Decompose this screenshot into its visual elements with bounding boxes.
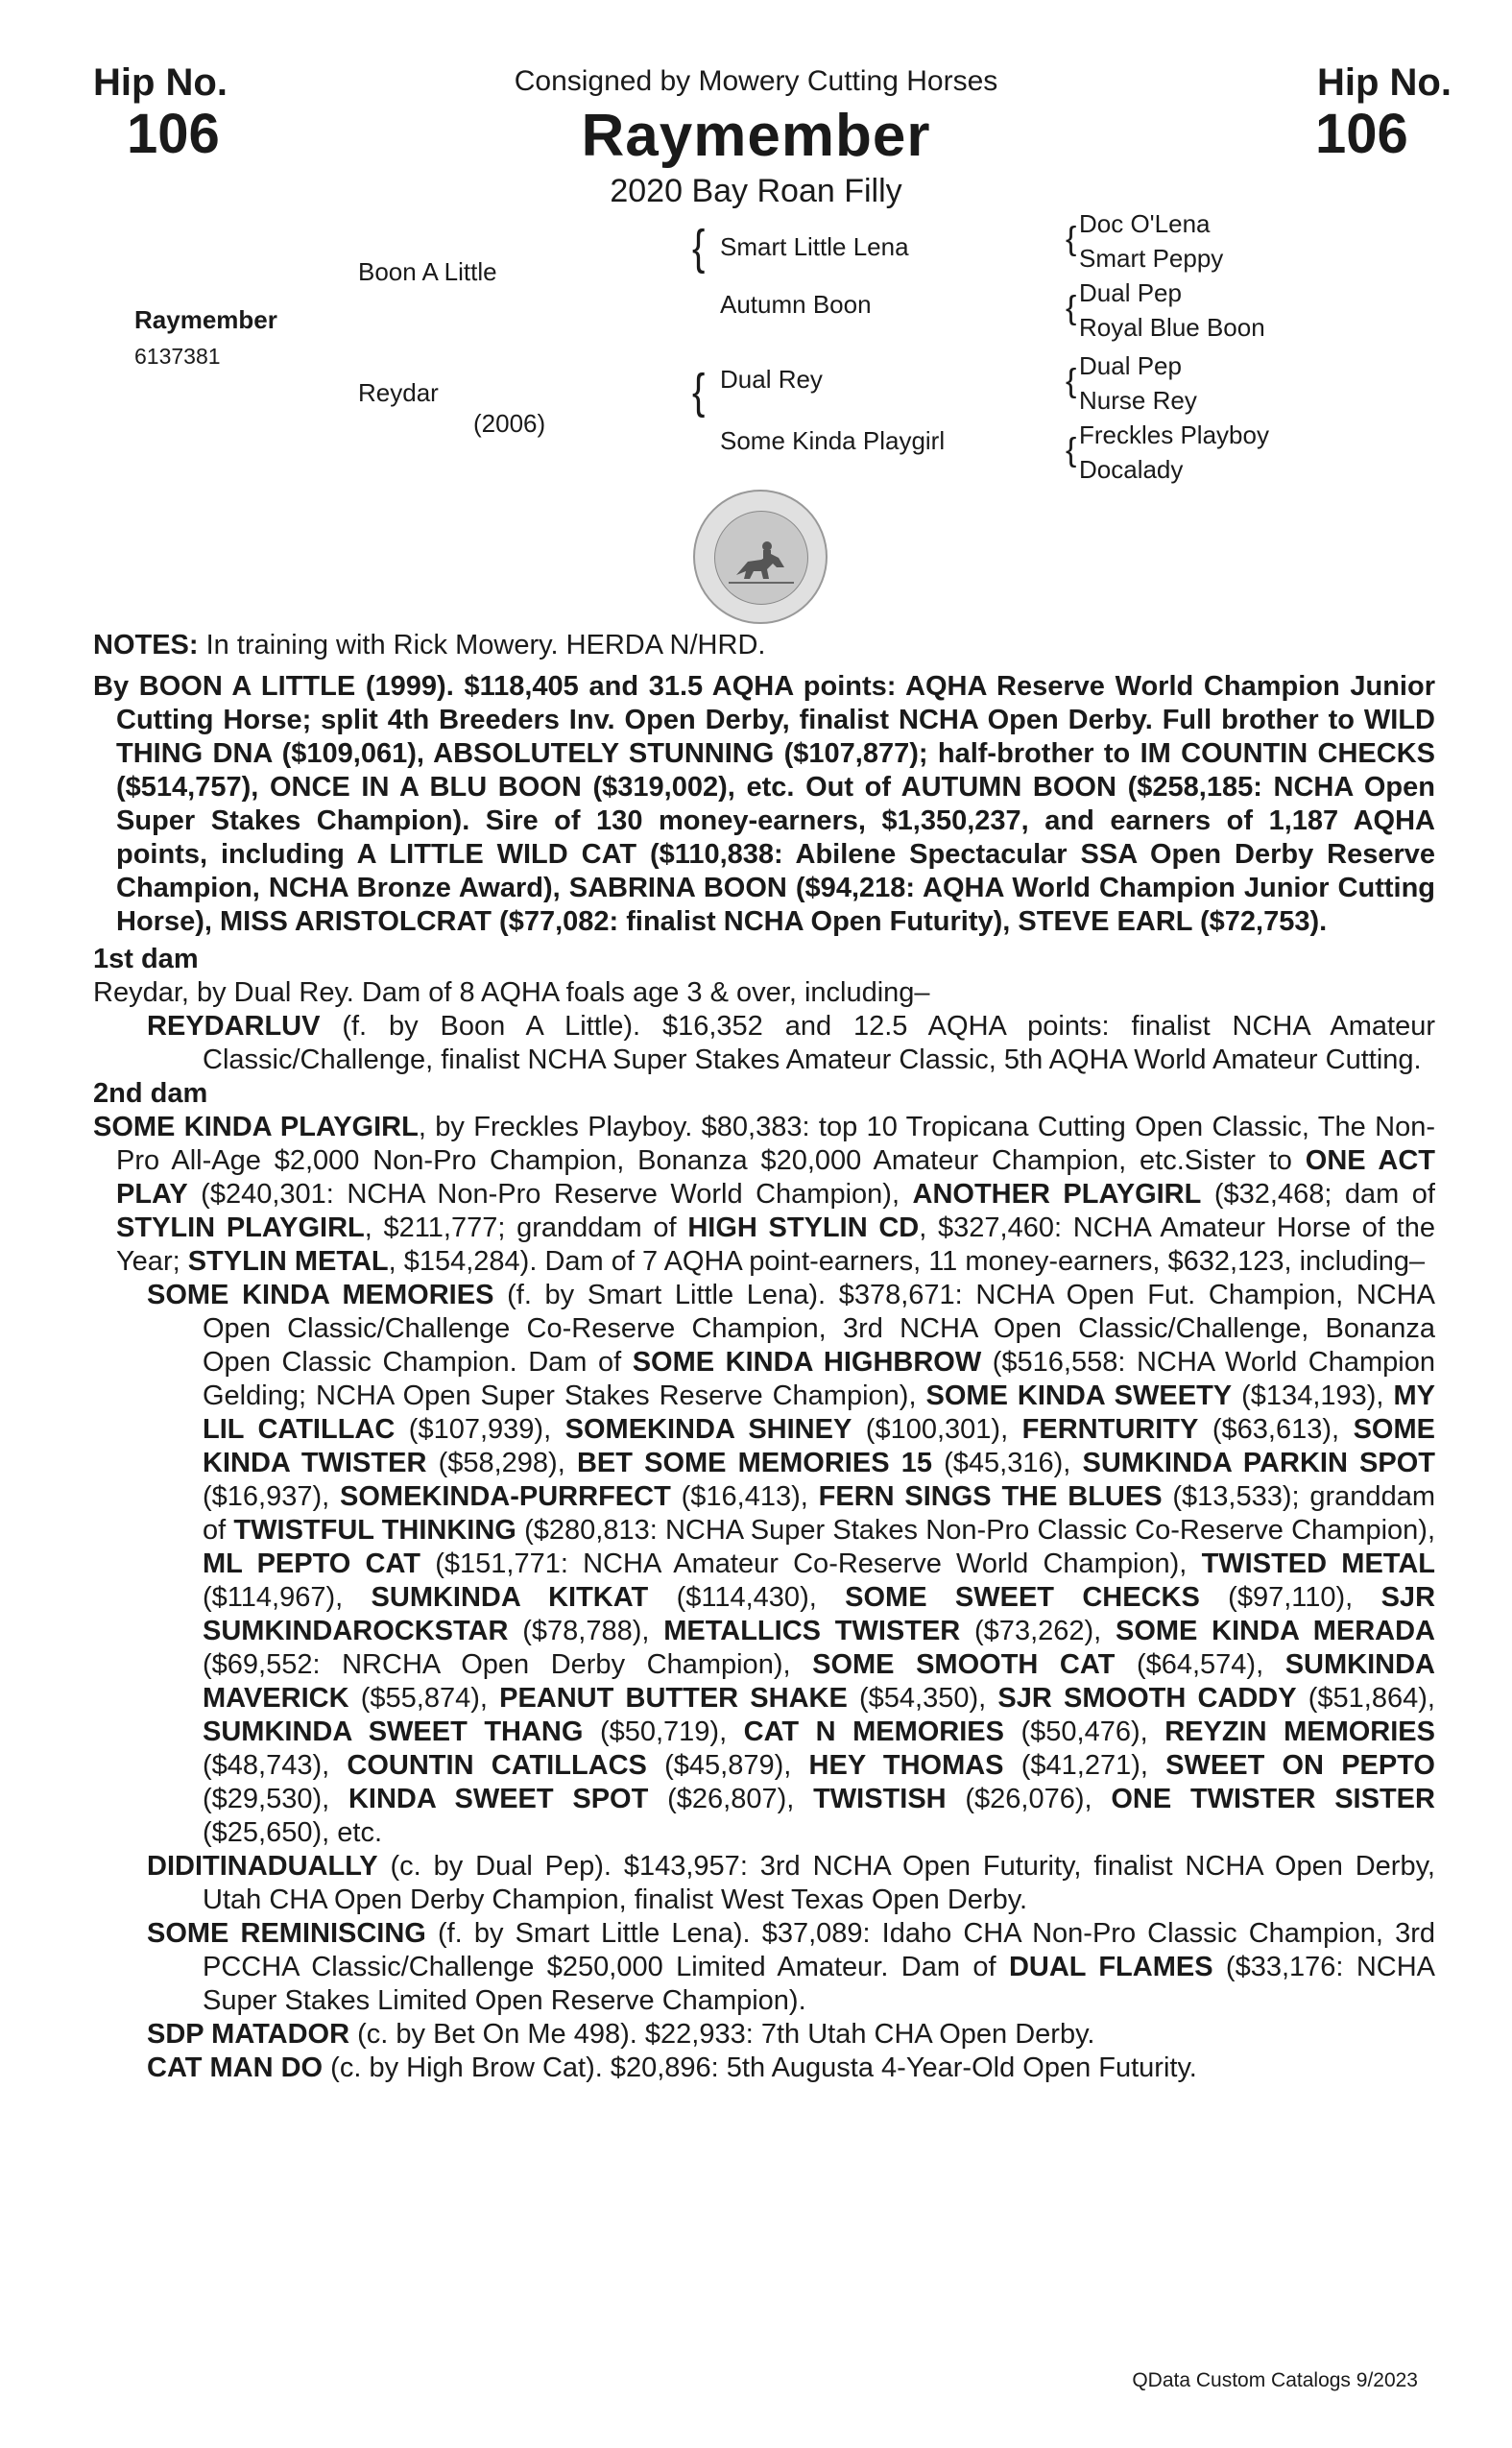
offspring-name: DUAL FLAMES — [1008, 1952, 1213, 1982]
footer-credit: QData Custom Catalogs 9/2023 — [1132, 2369, 1418, 2391]
pedigree-sire-dam: Autumn Boon — [720, 290, 872, 319]
produce-text: ($26,076), — [946, 1784, 1112, 1814]
offspring-name: MY LIL CATILLAC — [203, 1380, 1435, 1445]
pedigree-subject: Raymember — [134, 305, 277, 334]
pedigree-g8: Docalady — [1079, 455, 1184, 484]
brace-g3: { — [1066, 363, 1077, 399]
offspring-name: SOMEKINDA SHINEY — [564, 1414, 852, 1445]
offspring-name: SUMKINDA SWEET THANG — [203, 1716, 584, 1747]
offspring-name: SOMEKINDA-PURRFECT — [340, 1481, 671, 1512]
produce-text: ($16,413), — [670, 1481, 819, 1512]
produce-sdp-matador — [93, 2018, 1435, 2052]
dam2-text: , $327,460: NCHA Amateur Horse of the Year; — [116, 1212, 1435, 1277]
produce-name: CAT MAN DO — [147, 2052, 324, 2083]
pedigree-dam-sire: Dual Rey — [720, 365, 823, 394]
produce-text: ($50,476), — [1004, 1716, 1165, 1747]
offspring-name: FERNTURITY — [1021, 1414, 1199, 1445]
produce-text: ($51,864), — [1296, 1683, 1435, 1714]
pedigree-dam-dam: Some Kinda Playgirl — [720, 426, 946, 455]
horse-name: Raymember — [581, 103, 931, 169]
produce-text: ($516,558: NCHA World Champion Gelding; NCHA Open Super Stakes Reserve Champion), — [203, 1347, 1435, 1411]
produce-text: ($45,879), — [646, 1750, 809, 1781]
produce-text: ($73,262), — [960, 1616, 1116, 1646]
dam1-heading: 1st dam — [93, 944, 199, 974]
dam2-text: ($32,468; dam of — [1201, 1179, 1435, 1210]
pedigree-g6: Nurse Rey — [1079, 386, 1197, 415]
offspring-name: METALLICS TWISTER — [663, 1616, 961, 1646]
produce-text: ($29,530), — [203, 1784, 348, 1814]
dam1-entry — [93, 1010, 1435, 1077]
produce-text: ($50,719), — [583, 1716, 744, 1747]
produce-text: ($134,193), — [1232, 1380, 1394, 1411]
produce-text: ($100,301), — [852, 1414, 1022, 1445]
dam2-relative: ANOTHER PLAYGIRL — [912, 1179, 1202, 1210]
sire-paragraph: By BOON A LITTLE (1999). $118,405 and 31.5 AQHA points: AQHA Reserve World Champion Junior Cutting Horse; split 4th Breeders Inv. Open Derby, finalist NCHA Open Derby. Full brother to WILD THING DNA ($109,061), ABSOLUTELY STUNNING ($107,877); half-brother to IM COUNTIN CHECKS ($514,757), ONCE IN A BLU BOON ($319,002), etc. Out of AUTUMN BOON ($258,185: NCHA Open Super Stakes Champion). Sire of 130 money-earners, $1,350,237, and earners of 1,187 AQHA points, including A LITTLE WILD CAT ($110,838: Abilene Spectacular SSA Open Derby Reserve Champion, NCHA Bronze Award), SABRINA BOON ($94,218: AQHA World Champion Junior Cutting Horse), MISS ARISTOLCRAT ($77,082: finalist NCHA Open Futurity), STEVE EARL ($72,753). — [93, 671, 1435, 937]
offspring-name: KINDA SWEET SPOT — [348, 1784, 649, 1814]
hip-label-right: Hip No. — [1317, 61, 1452, 104]
offspring-name: CAT N MEMORIES — [743, 1716, 1004, 1747]
pedigree-g5: Dual Pep — [1079, 351, 1182, 380]
produce-text: ($107,939), — [395, 1414, 565, 1445]
catalog-body — [93, 629, 1435, 2085]
offspring-name: ML PEPTO CAT — [203, 1548, 421, 1579]
brace-g2: { — [1066, 290, 1077, 326]
produce-text: ($41,271), — [1003, 1750, 1166, 1781]
offspring-name: SJR SUMKINDAROCKSTAR — [203, 1582, 1436, 1646]
dam2-relative: HIGH STYLIN CD — [687, 1212, 920, 1243]
produce-some-reminiscing — [93, 1917, 1435, 2018]
produce-text: ($151,771: NCHA Amateur Co-Reserve World Champion), — [420, 1548, 1202, 1579]
offspring-name: SOME KINDA HIGHBROW — [632, 1347, 982, 1378]
produce-text: ($55,874), — [348, 1683, 500, 1714]
dam1-entry-name: REYDARLUV — [147, 1011, 321, 1042]
pedigree-g7: Freckles Playboy — [1079, 420, 1269, 449]
offspring-name: FERN SINGS THE BLUES — [818, 1481, 1163, 1512]
offspring-name: SJR SMOOTH CADDY — [997, 1683, 1297, 1714]
produce-text: (f. by Smart Little Lena). $378,671: NCHA Open Fut. Champion, NCHA Open Classic/Challenge Co-Reserve Champion, 3rd NCHA Open Classic/Challenge, Bonanza Open Classic Champion. Dam of — [203, 1280, 1435, 1378]
offspring-name: SWEET ON PEPTO — [1165, 1750, 1435, 1781]
produce-text: ($97,110), — [1199, 1582, 1381, 1613]
produce-some-kinda-memories — [93, 1279, 1435, 1850]
notes-text: In training with Rick Mowery. HERDA N/HRD. — [198, 630, 766, 660]
offspring-name: SUMKINDA PARKIN SPOT — [1082, 1448, 1436, 1478]
pedigree-g1: Doc O'Lena — [1079, 209, 1211, 238]
seal-center — [714, 511, 808, 605]
dam2-heading: 2nd dam — [93, 1078, 208, 1109]
produce-text: ($45,316), — [931, 1448, 1083, 1478]
offspring-name: PEANUT BUTTER SHAKE — [499, 1683, 848, 1714]
dam2-relative: ONE ACT PLAY — [116, 1145, 1435, 1210]
pedigree-g4: Royal Blue Boon — [1079, 313, 1265, 342]
dam2-text: , $154,284). Dam of 7 AQHA point-earners, 11 money-earners, $632,123, including– — [388, 1246, 1426, 1277]
ncha-seal-icon — [693, 490, 828, 624]
produce-name: SOME REMINISCING — [147, 1918, 426, 1949]
produce-text: ($48,743), — [203, 1750, 348, 1781]
produce-text: ($16,937), — [203, 1481, 341, 1512]
dam2-text: , by Freckles Playboy. $80,383: top 10 Tropicana Cutting Open Classic, The Non-Pro All-Age $2,000 Non-Pro Champion, Bonanza $20,000 Amateur Champion, etc.Sister to — [116, 1112, 1436, 1176]
offspring-name: TWISTFUL THINKING — [233, 1515, 516, 1546]
produce-name: SOME KINDA MEMORIES — [147, 1280, 494, 1310]
hip-number-right: 106 — [1315, 103, 1408, 165]
registration-number: 6137381 — [134, 344, 221, 369]
produce-text: ($63,613), — [1198, 1414, 1354, 1445]
pedigree-g3: Dual Pep — [1079, 278, 1182, 307]
dam2-text: , $211,777; granddam of — [364, 1212, 688, 1243]
produce-text: ($54,350), — [847, 1683, 998, 1714]
horse-description: 2020 Bay Roan Filly — [610, 173, 902, 209]
produce-text: ($69,552: NRCHA Open Derby Champion), — [203, 1649, 813, 1680]
dam2-paragraph — [93, 1111, 1435, 1279]
produce-text: ($26,807), — [648, 1784, 814, 1814]
pedigree-g2: Smart Peppy — [1079, 244, 1224, 273]
dam1-entry-text: (f. by Boon A Little). $16,352 and 12.5 AQHA points: finalist NCHA Amateur Classic/Challenge, finalist NCHA Super Stakes Amateur Classic, 5th AQHA World Amateur Cutting. — [203, 1011, 1435, 1075]
offspring-name: SOME KINDA MERADA — [1116, 1616, 1435, 1646]
produce-text: ($25,650), etc. — [203, 1817, 382, 1848]
brace-g1: { — [1066, 221, 1077, 257]
pedigree-sire-sire: Smart Little Lena — [720, 232, 909, 261]
dam1-text: Reydar, by Dual Rey. Dam of 8 AQHA foals age 3 & over, including– — [93, 977, 930, 1008]
produce-diditinadually — [93, 1850, 1435, 1917]
offspring-name: ONE TWISTER SISTER — [1111, 1784, 1435, 1814]
hip-number-left: 106 — [127, 103, 220, 165]
horse-rider-icon — [715, 512, 807, 604]
notes-line — [93, 629, 1435, 662]
produce-text: ($13,533); granddam of — [203, 1481, 1435, 1546]
produce-text: ($114,967), — [203, 1582, 372, 1613]
produce-text: (f. by Smart Little Lena). $37,089: Idaho CHA Non-Pro Classic Champion, 3rd PCCHA Classic/Challenge $250,000 Limited Amateur. Dam of — [203, 1918, 1435, 1982]
brace-sire: { — [692, 221, 706, 275]
dam2-name: SOME KINDA PLAYGIRL — [93, 1112, 419, 1142]
produce-text: ($58,298), — [426, 1448, 577, 1478]
produce-text: (c. by Dual Pep). $143,957: 3rd NCHA Open Futurity, finalist NCHA Open Derby, Utah CHA Open Derby Champion, finalist West Texas Open Derby. — [203, 1851, 1435, 1915]
produce-text: ($78,788), — [508, 1616, 664, 1646]
offspring-name: BET SOME MEMORIES 15 — [576, 1448, 932, 1478]
offspring-name: TWISTISH — [813, 1784, 947, 1814]
offspring-name: TWISTED METAL — [1201, 1548, 1436, 1579]
offspring-name: COUNTIN CATILLACS — [347, 1750, 647, 1781]
produce-text: ($280,813: NCHA Super Stakes Non-Pro Classic Co-Reserve Champion), — [516, 1515, 1436, 1546]
offspring-name: REYZIN MEMORIES — [1164, 1716, 1435, 1747]
dam2-relative: STYLIN METAL — [187, 1246, 389, 1277]
offspring-name: SOME KINDA TWISTER — [203, 1414, 1435, 1478]
produce-cat-man-do — [93, 2052, 1435, 2085]
brace-dam: { — [692, 365, 706, 419]
pedigree-dam-year: (2006) — [473, 409, 546, 438]
brace-g4: { — [1066, 432, 1077, 468]
notes-label: NOTES: — [93, 630, 199, 660]
produce-text: (c. by High Brow Cat). $20,896: 5th Augusta 4-Year-Old Open Futurity. — [323, 2052, 1197, 2083]
offspring-name: SOME SWEET CHECKS — [845, 1582, 1200, 1613]
produce-text: ($114,430), — [648, 1582, 846, 1613]
offspring-name: SUMKINDA KITKAT — [371, 1582, 649, 1613]
dam2-relative: STYLIN PLAYGIRL — [116, 1212, 365, 1243]
pedigree-sire: Boon A Little — [358, 257, 497, 286]
produce-text: ($33,176: NCHA Super Stakes Limited Open Reserve Champion). — [203, 1952, 1435, 2016]
dam2-text: ($240,301: NCHA Non-Pro Reserve World Champion), — [187, 1179, 913, 1210]
offspring-name: SOME SMOOTH CAT — [812, 1649, 1116, 1680]
consigned-by: Consigned by Mowery Cutting Horses — [514, 65, 998, 97]
offspring-name: HEY THOMAS — [808, 1750, 1004, 1781]
offspring-name: SOME KINDA SWEETY — [925, 1380, 1233, 1411]
produce-name: SDP MATADOR — [147, 2019, 350, 2050]
produce-text: (c. by Bet On Me 498). $22,933: 7th Utah CHA Open Derby. — [349, 2019, 1095, 2050]
produce-text: ($64,574), — [1115, 1649, 1285, 1680]
produce-name: DIDITINADUALLY — [147, 1851, 378, 1882]
hip-label-left: Hip No. — [93, 61, 228, 104]
pedigree-dam: Reydar — [358, 378, 439, 407]
offspring-name: SUMKINDA MAVERICK — [203, 1649, 1435, 1714]
